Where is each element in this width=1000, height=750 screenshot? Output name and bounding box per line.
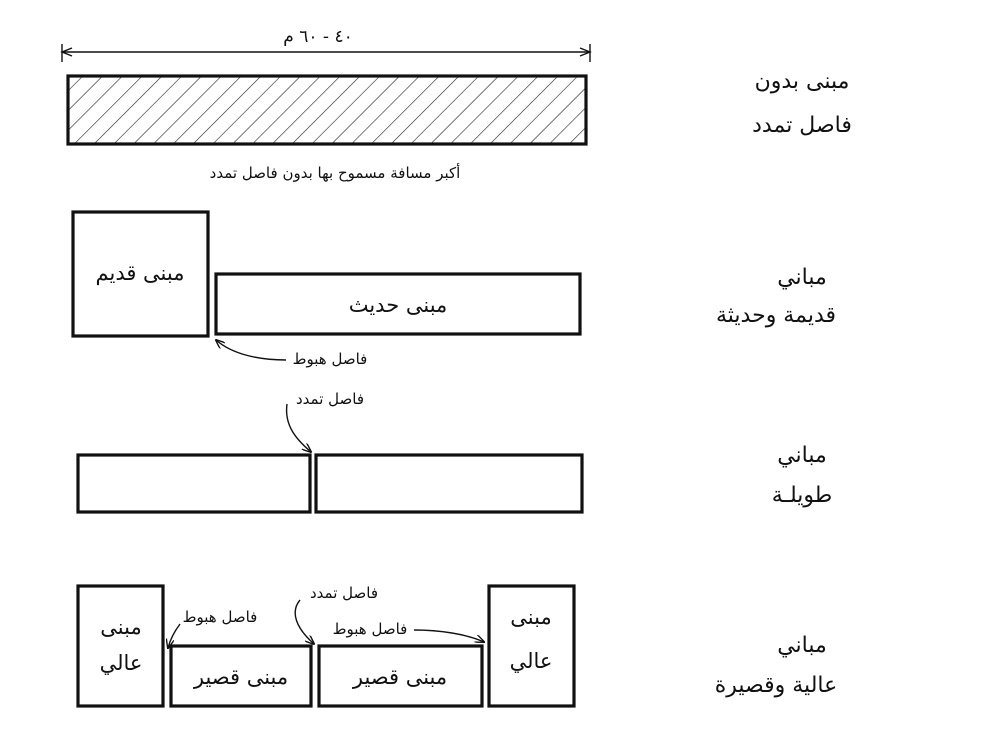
tall-building-left-line1: مبنى [100, 615, 142, 639]
row-label-high-low-line2: عالية وقصيرة [714, 673, 838, 698]
settlement-joint-label-right: فاصل هبوط [332, 620, 408, 638]
hatched-building-fill [68, 76, 586, 144]
row-label-high-low-line1: مباني [777, 633, 827, 658]
tall-building-right-line2: عالي [509, 649, 553, 673]
short-building-left-label: مبنى قصير [193, 665, 289, 689]
tall-building-right-line1: مبنى [510, 605, 552, 629]
tall-building-left [78, 586, 163, 706]
max-distance-caption: أكبر مسافة مسموح بها بدون فاصل تمدد [209, 164, 461, 182]
row-label-long-line1: مباني [777, 443, 827, 468]
expansion-joint-arrow [287, 404, 311, 452]
row-high-low [78, 584, 837, 706]
long-building-right [316, 455, 582, 512]
row-label-old-new-line1: مباني [777, 265, 827, 290]
row-old-new [73, 212, 836, 368]
long-building-left [78, 455, 310, 512]
row-label-old-new-line2: قديمة وحديثة [715, 303, 837, 328]
tall-building-right [489, 586, 574, 706]
settlement-joint-arrow-right [414, 630, 484, 642]
expansion-joint-label-mid: فاصل تمدد [309, 584, 379, 602]
settlement-joint-label-left: فاصل هبوط [182, 608, 258, 626]
row-label-long-line2: طويلـة [771, 483, 833, 508]
expansion-joint-label: فاصل تمدد [295, 390, 365, 408]
short-building-right-label: مبنى قصير [352, 665, 448, 689]
dimension-label: ٤٠ - ٦٠ م [283, 27, 353, 47]
settlement-joint-label: فاصل هبوط [292, 350, 368, 368]
row-no-joint [62, 27, 852, 182]
expansion-joint-arrow-mid [295, 600, 314, 644]
row-long [78, 390, 832, 512]
tall-building-left-line2: عالي [99, 651, 143, 675]
old-building-label: مبنى قديم [95, 261, 185, 285]
new-building-label: مبنى حديث [348, 293, 448, 317]
row-label-no-joint-line2: فاصل تمدد [752, 113, 852, 138]
row-label-no-joint-line1: مبنى بدون [754, 69, 850, 94]
settlement-joint-arrow [216, 340, 286, 360]
